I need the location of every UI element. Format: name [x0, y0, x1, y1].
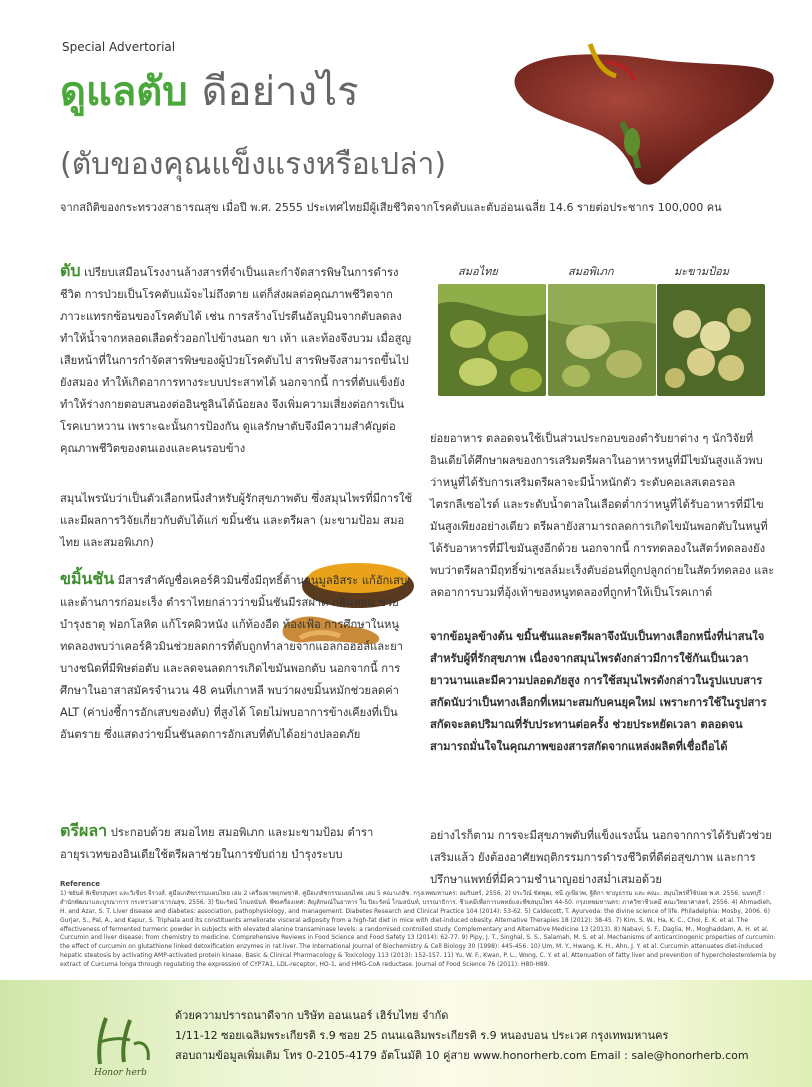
- references-text: 1) ชยันต์ พิเชียรสุนทร และวิเชียร จีรวงส์. คู่มือเภสัชกรรมแผนไทย เล่ม 2 เครื่องยาพฤกษชาติ. คู่มือเภสัชกรรมแผนไทย เล่ม 5 คณาเภสัช. กรุงเทพมหานคร: อมรินทร์, 2556. 2) ประวีณ์ ขัตพุฒ, ชนี ภูเขียวพ, ฐิติกา ชาญธรรม และ คณะ. สมุนไพรที่ใช้บ่อย พ.ศ. 2556. นนทบุรี : สำนักพัฒนาและบูรณาการ กระทรวงสาธารณสุข, 2556. 3) ปิยะรัตน์ โกมลนันท์. พืชเครื่องเทศ: สัญลักษณ์ในอาหาร ใน ปิยะรัตน์ โกมลนันท์, บรรณาธิการ. ชีวเคมีเพื่อการแพทย์และพืชสมุนไพร 44-50. กรุงเทพมหานคร: ภาควิชาชีวเคมี คณะวิทยาศาสตร์, 2556. 4) Ahmadieh, H. and Azar, S. T. Liver disease and diabetes: association, pathophysiology, and management. Diabetes Research and Clinical Practice 104 (2014): 53-62. 5) Caldecott, T. Ayurveda: the divine science of life. Philadelphia: Mosby, 2006. 6) Gurjar, S., Pal, A., and Kapur, S. Triphala and its constituents ameliorate visceral adiposity from a high-fat diet in mice with diet-induced obesity. Alternative Therapies 18 (2012): 38-45. 7) Kim, S. W., Ha, K. C., Choi, E. K. et al. The effectiveness of fermented turmeric powder in subjects with elevated alanine transaminase levels: a randomised controlled study. Complementary and Alternative Medicine 13 (2013). 8) Nabavi, S. F., Daglia, M., Moghaddam, A. H. et al. Curcumin and liver disease: from chemistry to medicine. Comprehensive Reviews in Food Science and Food Safety 13 (2014): 62-77. 9) Pipy, J. T., Singhal, S. S., Salamah, M. S. et al. Mechanisms of anticarcinogenic properties of curcumin: the effect of curcumin on glutathione linked detoxification enzymes in rat liver. The International Journal of Biochemistry & Cell Biology 30 (1998): 445-456. 10) Um, M. Y., Hwang, K. H., Ahn, J. Y. et al. Curcumin attenuates diet-induced hepatic steatosis by activating AMP-activated protein kinase. Basic & Clinical Pharmacology & Toxicology 113 (2013): 152-157. 11) Yu, W. F., Kwan, P. L., Wong, C. Y. et al. Attenuation of fatty liver and prevention of hypercholesterolemia by extract of Curcuma longa through regulating the expression of CYP7A1, LDL-receptor, HO-1, and HMG-CoA reductase. Journal of Food Science 76 (2011): H80-H89.: [60, 889, 777, 969]
- liver-text: เปรียบเสมือนโรงงานล้างสารที่จำเป็นและกำจัดสารพิษในการดำรงชีวิต การป่วยเป็นโรคตับแม้จะไม่ถึงตาย แต่ก็ส่งผลต่อคุณภาพชีวิตจากภาวะแทรกซ้อนของโรคตับได้ เช่น การสร้างโปรตีนอัลบูมินจากตับลดลง ทำให้น้ำจากหลอดเลือดรั่วออกไปข้างนอก ขา เท้า และท้องจึงบวม เมื่อสูญเสียหน้าที่ในการกำจัดสารพิษของผู้ป่วยโรคตับไป สารพิษจึงสามารถขึ้นไปยังสมอง ทำให้เกิดอาการทางระบบประสาทได้ นอกจากนี้ การที่ตับแข็งยังทำให้ร่างกายตอบสนองต่ออินซูลินได้น้อยลง จึงเพิ่มความเสี่ยงต่อการเป็นโรคเบาหวาน เพราะฉะนั้นการป้องกัน ดูแลรักษาตับจึงมีความสำคัญต่อคุณภาพชีวิตของตนเองและคนรอบข้าง: [60, 266, 411, 455]
- conclusion-paragraph: จากข้อมูลข้างต้น ขมิ้นชันและตรีผลาจึงนับเป็นทางเลือกหนึ่งที่น่าสนใจสำหรับผู้ที่รักสุขภาพ เนื่องจากสมุนไพรดังกล่าวมีการใช้กันเป็นเวลายาวนานและมีความปลอดภัยสูง การใช้สมุนไพรดังกล่าวในรูปแบบสารสกัดนับว่าเป็นทางเลือกที่เหมาะสมกับคนยุคใหม่ เพราะการใช้ในรูปสารสกัดจะลดปริมาณที่รับประทานต่อครั้ง ช่วยประหยัดเวลา ตลอดจนสามารถมั่นใจในคุณภาพของสารสกัดจากแหล่งผลิตที่เชื่อถือได้: [430, 630, 767, 753]
- triphala-paragraph: [60, 820, 415, 866]
- triphala-research-paragraph: ย่อยอาหาร ตลอดจนใช้เป็นส่วนประกอบของตำรับยาต่าง ๆ นักวิจัยที่อินเดียได้ศึกษาผลของการเสริมตรีผลาในอาหารหนูที่มีไขมันสูงแล้วพบว่าหนูที่ได้รับการเสริมตรีผลาจะมีน้ำหนักตัว ระดับคอเลสเตอรอล ไตรกลีเซอไรด์ และระดับน้ำตาลในเลือดต่ำกว่าหนูที่ได้รับอาหารที่มีไขมันสูงเพียงอย่างเดียว ตรีผลายังสามารถลดการเกิดไขมันพอกตับในหนูที่ได้รับอาหารที่มีไขมันสูงอีกด้วย นอกจากนี้ การทดลองในสัตว์ทดลองยังพบว่าตรีผลามีฤทธิ์ฆ่าเซลล์มะเร็งตับอ่อนที่ถูกปลูกถ่ายในสัตว์ทดลอง และลดอาการบวมที่อุ้งเท้าของหนูทดลองที่ถูกทำให้เป็นโรคเกาต์: [430, 432, 775, 599]
- fruit-label-makham-pom: มะขามป้อม: [674, 265, 729, 278]
- closing-paragraph: อย่างไรก็ตาม การจะมีสุขภาพตับที่แข็งแรงนั้น นอกจากการได้รับตัวช่วยเสริมแล้ว ยังต้องอาศัยพฤติกรรมการดำรงชีวิตที่ดีต่อสุขภาพ และการปรึกษาแพทย์ที่มีความชำนาญอย่างสม่ำเสมอด้วย: [430, 829, 772, 886]
- footer-contact: [175, 1006, 749, 1066]
- title-green: ดูแลตับ: [60, 69, 188, 115]
- turmeric-text: มีสารสำคัญชื่อเคอร์คิวมินซึ่งมีฤทธิ์ต้านอนุมูลอิสระ แก้อักเสบและต้านการก่อมะเร็ง ตำราไทยกล่าวว่าขมิ้นชันมีรสฝาด กลิ่นหอม ช่วยบำรุงธาตุ ฟอกโลหิต แก้โรคผิวหนัง แก้ท้องอืด ท้องเฟ้อ การศึกษาในหนูทดลองพบว่าเคอร์คิวมินช่วยลดการที่ตับถูกทำลายจากแอลกอฮอล์และยาบางชนิดที่มีพิษต่อตับ และลดจนลดการเกิดไขมันพอกตับ นอกจากนี้ การศึกษาในอาสาสมัครจำนวน 48 คนที่เกาหลี พบว่าผงขมิ้นหมักช่วยลดค่า ALT (ค่าบ่งชี้การอักเสบของตับ) ที่สูงได้ โดยไม่พบอาการข้างเคียงที่เป็นอันตราย ซึ่งแสดงว่าขมิ้นชันลดการอักเสบที่ตับได้อย่างปลอดภัย: [60, 574, 408, 741]
- herb-paragraph: สมุนไพรนับว่าเป็นตัวเลือกหนึ่งสำหรับผู้รักสุขภาพตับ ซึ่งสมุนไพรที่มีการใช้และมีผลการวิจัยเกี่ยวกับตับได้แก่ ขมิ้นชัน และตรีผลา (มะขามป้อม สมอไทย และสมอพิเภก): [60, 492, 413, 549]
- turmeric-lead: ขมิ้นชัน: [60, 569, 115, 588]
- honor-herb-logo: [90, 1010, 160, 1078]
- title-gray: ดีอย่างไร: [201, 69, 359, 115]
- fruit-labels: [440, 262, 780, 282]
- makham-pom-photo: [657, 284, 765, 396]
- liver-lead: ตับ: [60, 261, 81, 280]
- statistics-line: จากสถิติของกระทรวงสาธารณสุข เมื่อปี พ.ศ. 2555 ประเทศไทยมีผู้เสียชีวิตจากโรคตับและตับอ่อนเฉลี่ย 14.6 รายต่อประชากร 100,000 คน: [60, 201, 722, 214]
- references-title: Reference: [60, 880, 101, 888]
- footer-contact-line: สอบถามข้อมูลเพิ่มเติม โทร 0-2105-4179 อัตโนมัติ 10 คู่สาย www.honorherb.com Email : sale@honorherb.com: [175, 1049, 749, 1062]
- page-title: [60, 68, 359, 116]
- liver-illustration: [510, 42, 780, 192]
- logo-text: Honor herb: [94, 1068, 147, 1078]
- references: [60, 880, 780, 970]
- advertorial-label: Special Advertorial: [62, 40, 176, 54]
- samo-phiphek-photo: [548, 284, 656, 396]
- fruit-label-samo-phiphek: สมอพิเภก: [568, 265, 614, 278]
- turmeric-paragraph: [60, 568, 415, 746]
- triphala-text: ประกอบด้วย สมอไทย สมอพิเภก และมะขามป้อม ตำราอายุรเวทของอินเดียใช้ตรีผลาช่วยในการขับถ่าย บำรุงระบบ: [60, 826, 374, 861]
- footer-address: 1/11-12 ซอยเฉลิมพระเกียรติ ร.9 ซอย 25 ถนนเฉลิมพระเกียรติ ร.9 หนองบอน ประเวศ กรุงเทพมหานคร: [175, 1029, 669, 1042]
- page-subtitle: (ตับของคุณแข็งแรงหรือเปล่า): [60, 147, 447, 182]
- triphala-lead: ตรีผลา: [60, 821, 108, 840]
- samo-thai-photo: [438, 284, 546, 396]
- liver-paragraph: [60, 260, 415, 460]
- footer-company: ด้วยความปรารถนาดีจาก บริษัท ออนเนอร์ เฮิร์บไทย จำกัด: [175, 1009, 449, 1022]
- fruit-label-samo-thai: สมอไทย: [458, 265, 498, 278]
